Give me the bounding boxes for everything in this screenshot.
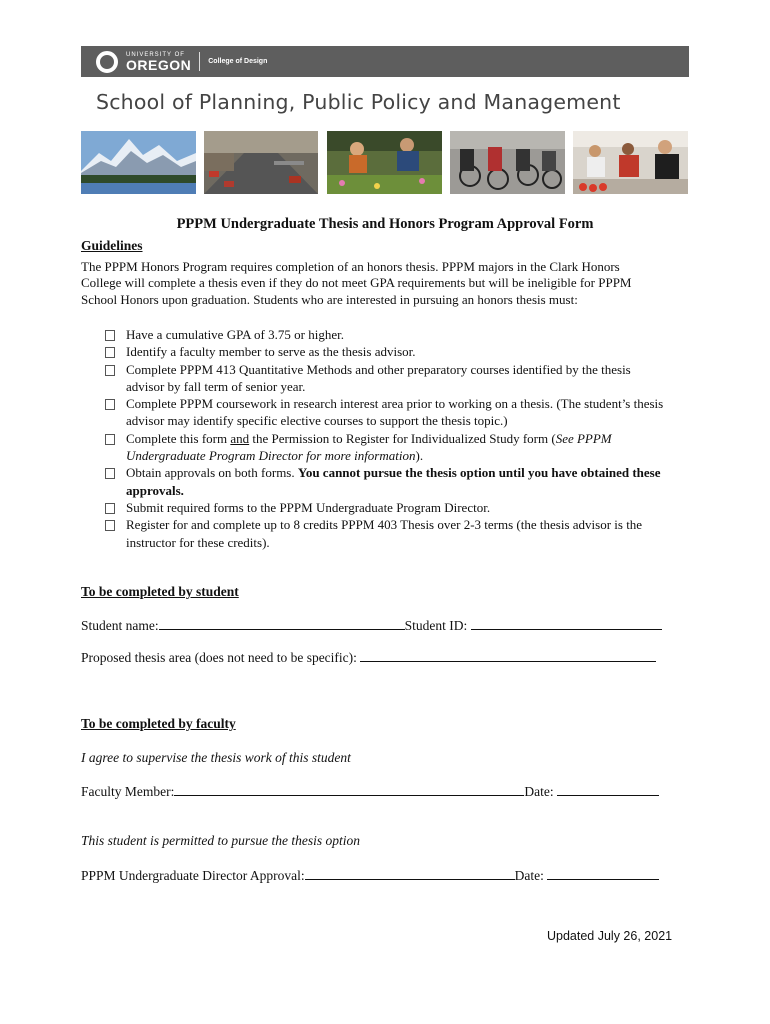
agree-text: I agree to supervise the thesis work of this student [81,750,351,765]
date-label: Date: [524,784,554,799]
item-text-bold: You cannot pursue the thesis option until you have obtained these approvals. [126,465,661,498]
faculty-member-field[interactable] [174,783,524,796]
item-text: Complete this form [126,430,231,446]
checkbox-icon [105,503,115,514]
list-item [105,499,665,516]
university-big-text: OREGON [126,56,192,73]
list-item [105,326,665,343]
item-text: the Permission to Register for Individualized Study form ( [249,430,556,446]
school-title: School of Planning, Public Policy and Management [96,90,621,114]
header-divider [199,52,200,71]
uo-logo-icon [96,51,118,73]
thesis-area-field[interactable] [360,649,656,662]
requirements-list [105,326,665,551]
faculty-member-label: Faculty Member: [81,784,175,799]
director-approval-field[interactable] [305,867,515,880]
item-text: Complete PPPM 413 Quantitative Methods and other preparatory courses identified by the thesis advisor by fall term of senior year. [126,361,631,394]
checkbox-icon [105,468,115,479]
item-text: Register for and complete up to 8 credits PPPM 403 Thesis over 2-3 terms (the thesis advisor is the instructor for these credits). [126,517,643,550]
permitted-text: This student is permitted to pursue the thesis option [81,833,360,848]
city-street-photo [204,131,318,194]
list-item [105,361,665,396]
checkbox-icon [105,330,115,341]
list-item [105,343,665,360]
thesis-area-label: Proposed thesis area (does not need to be specific): [81,650,357,665]
garden-volunteers-photo [327,131,442,194]
item-text: Obtain approvals on both forms. [126,465,298,481]
list-item [105,464,665,499]
item-text: Complete PPPM coursework in research interest area prior to working on a thesis. (The student’s thesis advisor may identify specific elective courses to support the thesis topic.) [126,396,664,429]
updated-date: Updated July 26, 2021 [547,929,673,943]
checkbox-icon [105,365,115,376]
faculty-date-field[interactable] [557,783,659,796]
item-text: Identify a faculty member to serve as the thesis advisor. [126,344,416,360]
director-date-field[interactable] [547,867,659,880]
item-text-underlined: and [230,430,250,446]
checkbox-icon [105,399,115,410]
guidelines-heading: Guidelines [81,238,143,253]
item-text-italic: See PPPM Undergraduate Program Director for more information [126,430,612,464]
university-wordmark [126,52,191,72]
faculty-member-row [81,783,659,800]
bicycle-crowd-photo [450,131,565,194]
checkbox-icon [105,520,115,531]
director-approval-label: PPPM Undergraduate Director Approval: [81,868,305,883]
student-section-heading: To be completed by student [81,584,239,599]
checkbox-icon [105,347,115,358]
student-name-field[interactable] [159,617,405,630]
director-approval-row [81,867,659,884]
list-item [105,516,665,551]
form-title: PPPM Undergraduate Thesis and Honors Program Approval Form [176,216,594,232]
item-text: Submit required forms to the PPPM Undergraduate Program Director. [126,499,491,515]
kitchen-volunteers-photo [573,131,688,194]
faculty-section-heading: To be completed by faculty [81,716,236,731]
thesis-area-row [81,649,656,666]
student-id-label: Student ID: [404,618,468,633]
list-item [105,430,665,465]
student-name-label: Student name: [81,618,159,633]
date-label-2: Date: [514,868,544,883]
university-header-bar [81,46,689,77]
university-small-text: UNIVERSITY OF [126,51,185,58]
college-name: College of Design [208,58,268,65]
student-info-row [81,617,662,634]
student-id-field[interactable] [471,617,662,630]
item-text: Have a cumulative GPA of 3.75 or higher. [126,327,344,342]
guidelines-intro: The PPPM Honors Program requires completion of an honors thesis. PPPM majors in the Clark Honors College will complete a thesis even if they do not meet GPA requirements but will be ineligible for PPPM School Honors upon graduation. Students who are interested in pursuing an honors thesis must: [81,259,632,307]
checkbox-icon [105,434,115,445]
item-text: ). [415,448,424,464]
mountain-lake-photo [81,131,196,194]
list-item [105,395,665,430]
